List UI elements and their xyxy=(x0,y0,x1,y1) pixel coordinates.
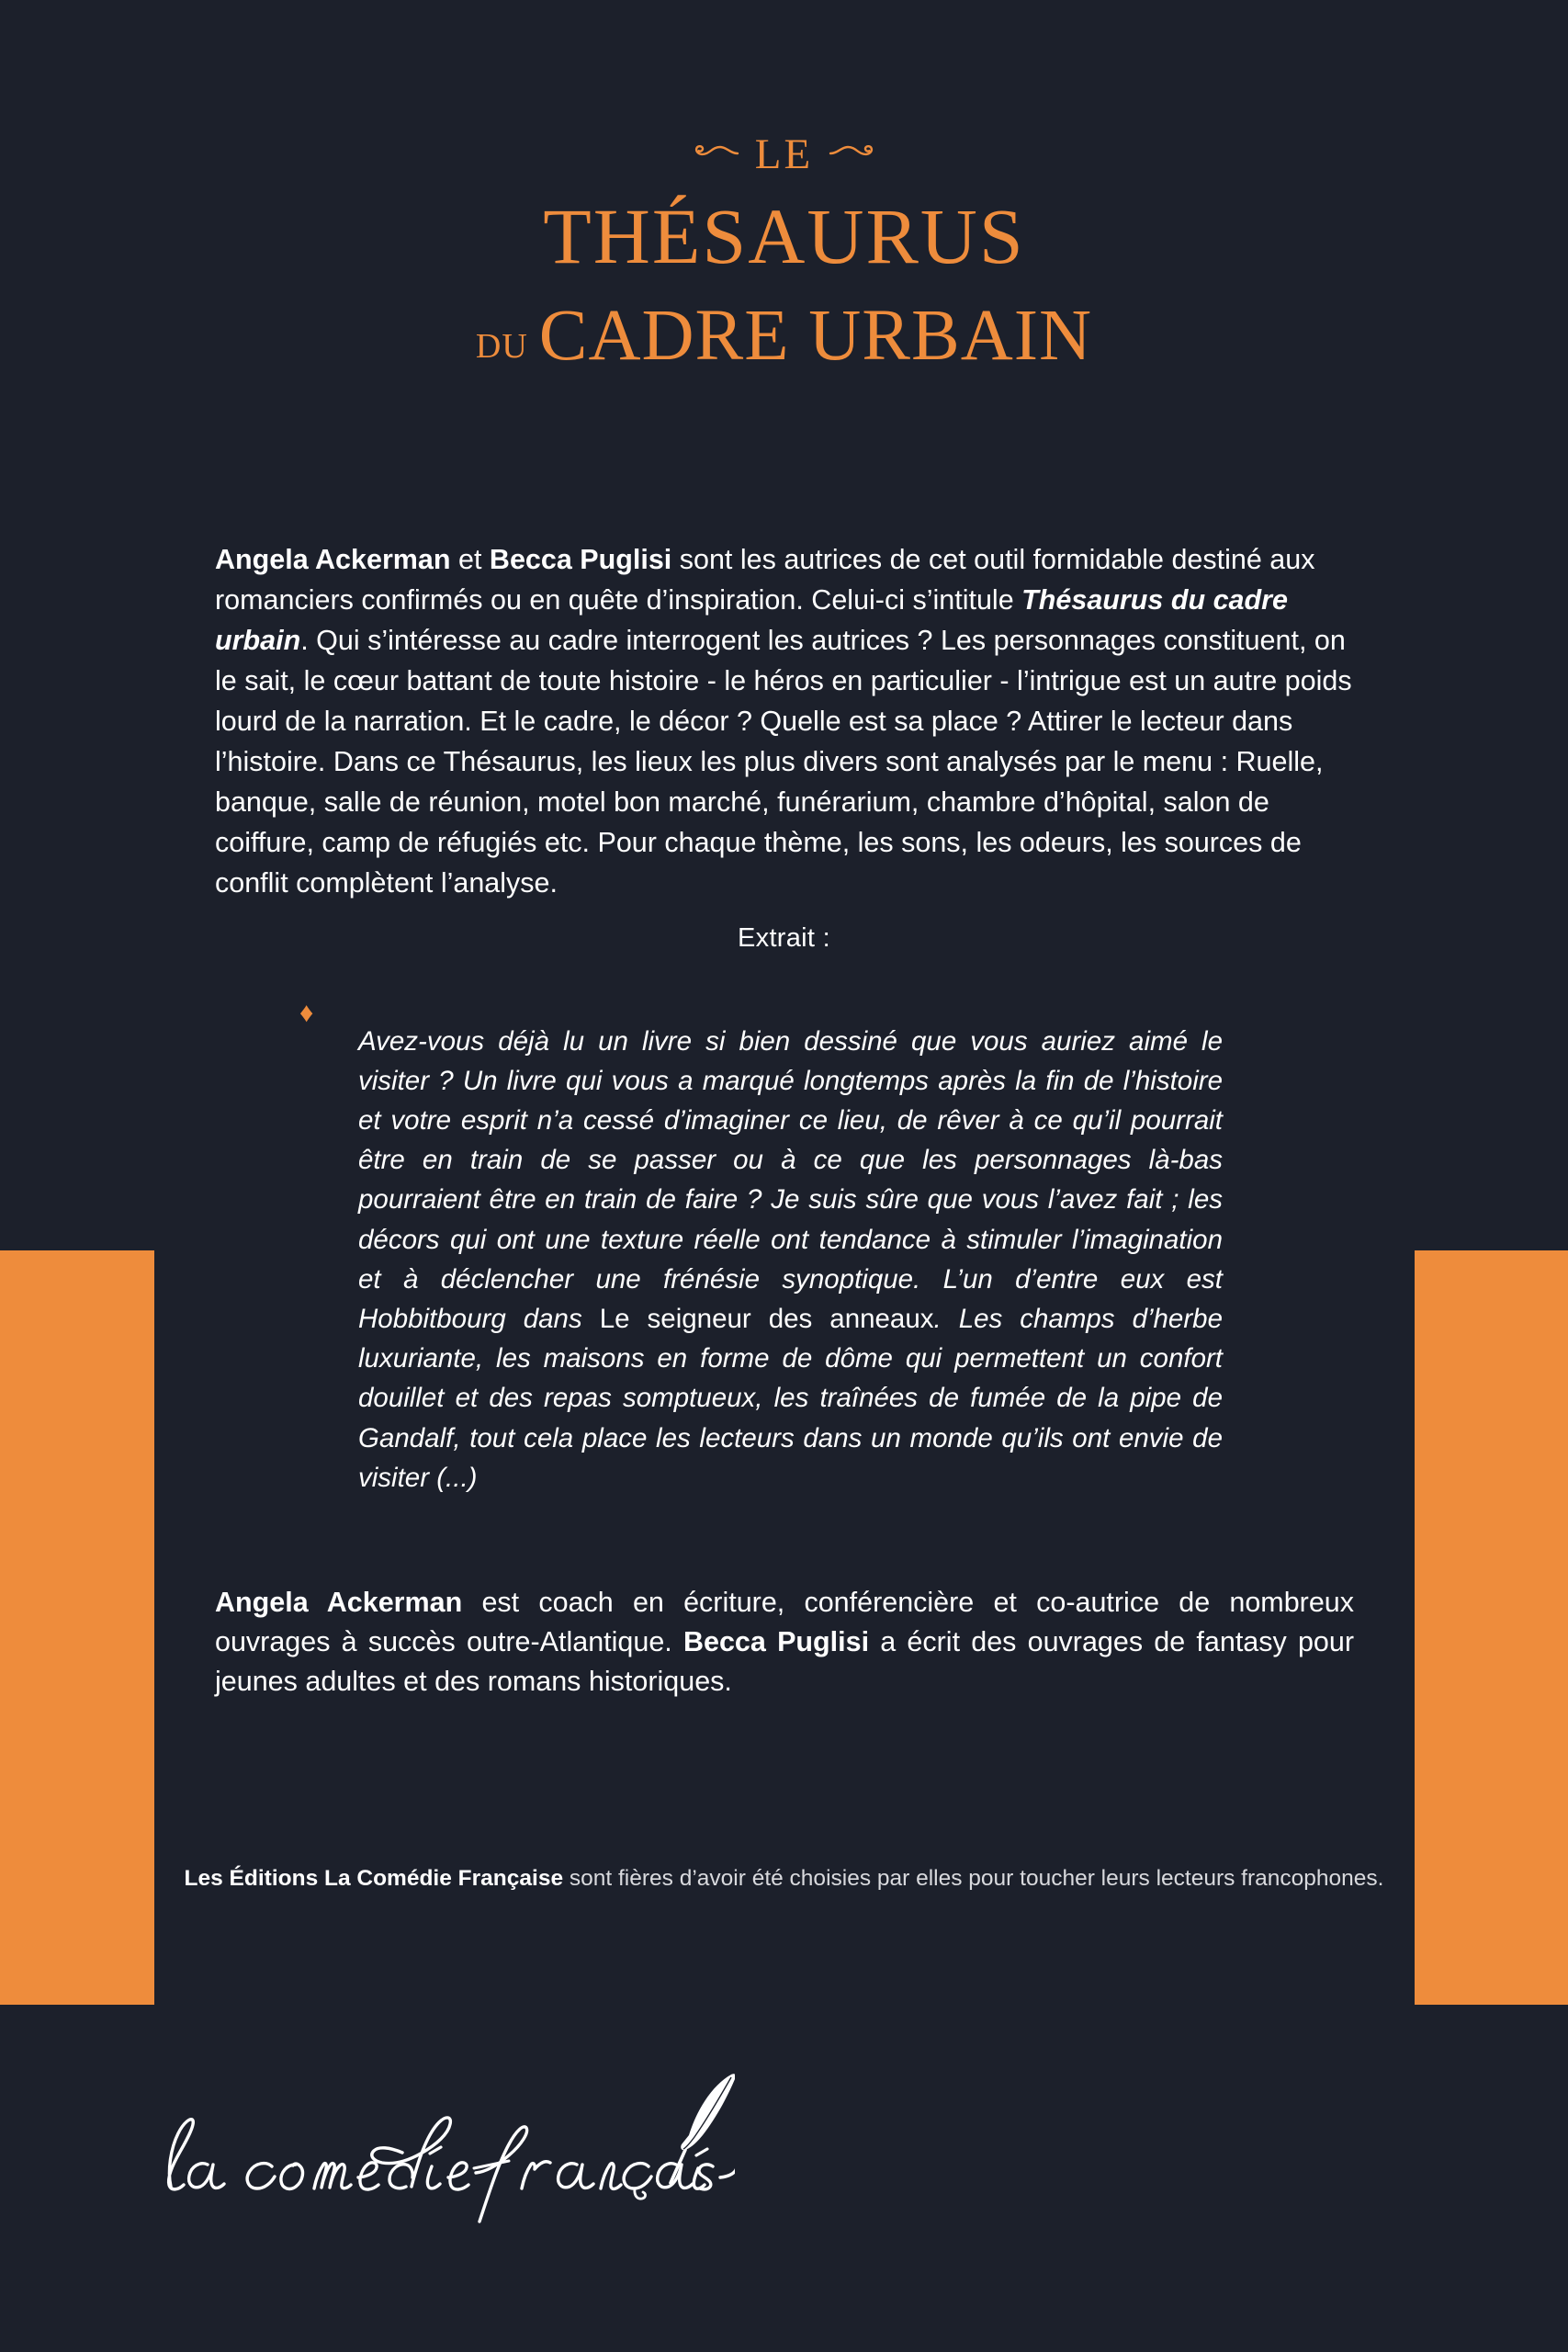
bio-author-two: Becca Puglisi xyxy=(682,1625,870,1657)
extract-quote-block xyxy=(299,994,1223,1524)
title-cadre-urbain: CADRE URBAIN xyxy=(538,296,1093,376)
bio-author-one: Angela Ackerman xyxy=(215,1586,463,1618)
flourish-right-icon xyxy=(829,141,876,167)
publisher-name: Les Éditions La Comédie Française xyxy=(184,1865,564,1891)
title-du: DU xyxy=(475,327,528,366)
bio-text-one: est coach en écriture, conférencière et co-autrice de nombreux ouvrages à succès outre-Atlantique. xyxy=(215,1586,1354,1657)
intro-conjunction: et xyxy=(450,543,490,575)
quote-part-two: . Les champs d’herbe luxuriante, les maisons en forme de dôme qui permettent un confort douillet et des repas somptueux, les traînées de fumée de la pipe de Gandalf, tout cela place les lecteurs dans un monde qu’ils ont envie de visiter (...) xyxy=(358,1303,1223,1493)
intro-text-part-two: . Qui s’intéresse au cadre interrogent les autrices ? Les personnages constituent, on le sait, le cœur battant de toute histoire - le héros en particulier - l’intrigue est un autre poids lourd de la narration. Et le cadre, le décor ? Quelle est sa place ? Attirer le lecteur dans l’histoire. Dans ce Thésaurus, les lieux les plus divers sont analysés par le menu : Ruelle, banque, salle de réunion, motel bon marché, funérarium, chambre d’hôpital, salon de coiffure, camp de réfugiés etc. Pour chaque thème, les sons, les odeurs, les sources de conflit complètent l’analyse. xyxy=(215,624,1352,899)
title-le: LE xyxy=(754,130,814,178)
book-title-block xyxy=(0,127,1568,376)
publisher-logo xyxy=(138,2069,735,2239)
title-line-subtitle xyxy=(0,296,1568,376)
quote-part-one: Avez-vous déjà lu un livre si bien dessiné que vous auriez aimé le visiter ? Un livre qui vous a marqué longtemps après la fin de l’histoire et votre esprit n’a cessé d’imaginer ce lieu, de rêver à ce qu’il pourrait être en train de se passer ou à ce que les personnages là-bas pourraient être en train de faire ? Je suis sûre que vous l’avez fait ; les décors qui ont une texture réelle ont tendance à stimuler l’imagination et à déclencher une frénésie synoptique. L’un d’entre eux est Hobbitbourg dans xyxy=(358,1025,1223,1334)
intro-book-title: Thésaurus du cadre urbain xyxy=(215,583,1288,656)
title-thesaurus: THÉSAURUS xyxy=(543,192,1025,280)
extract-quote-text xyxy=(358,1022,1223,1498)
bio-text-two: a écrit des ouvrages de fantasy pour jeunes adultes et des romans historiques. xyxy=(215,1625,1355,1697)
intro-paragraph xyxy=(215,539,1354,903)
publisher-note-text: sont fières d’avoir été choisies par elles pour toucher leurs lecteurs francophones. xyxy=(563,1865,1384,1891)
diamond-bullet-icon: ♦ xyxy=(299,998,314,1028)
extract-label: Extrait : xyxy=(738,923,830,953)
quote-referenced-work: Le seigneur des anneaux xyxy=(599,1303,934,1334)
title-line-le xyxy=(0,127,1568,182)
flourish-left-icon xyxy=(692,141,739,167)
authors-biography xyxy=(215,1583,1354,1702)
intro-text-part-one: sont les autrices de cet outil formidable destiné aux romanciers confirmés ou en quête d’inspiration. Celui-ci s’intitule xyxy=(215,543,1315,616)
intro-author-two: Becca Puglisi xyxy=(489,543,672,575)
publisher-note xyxy=(0,1862,1568,1895)
intro-author-one: Angela Ackerman xyxy=(215,543,451,575)
